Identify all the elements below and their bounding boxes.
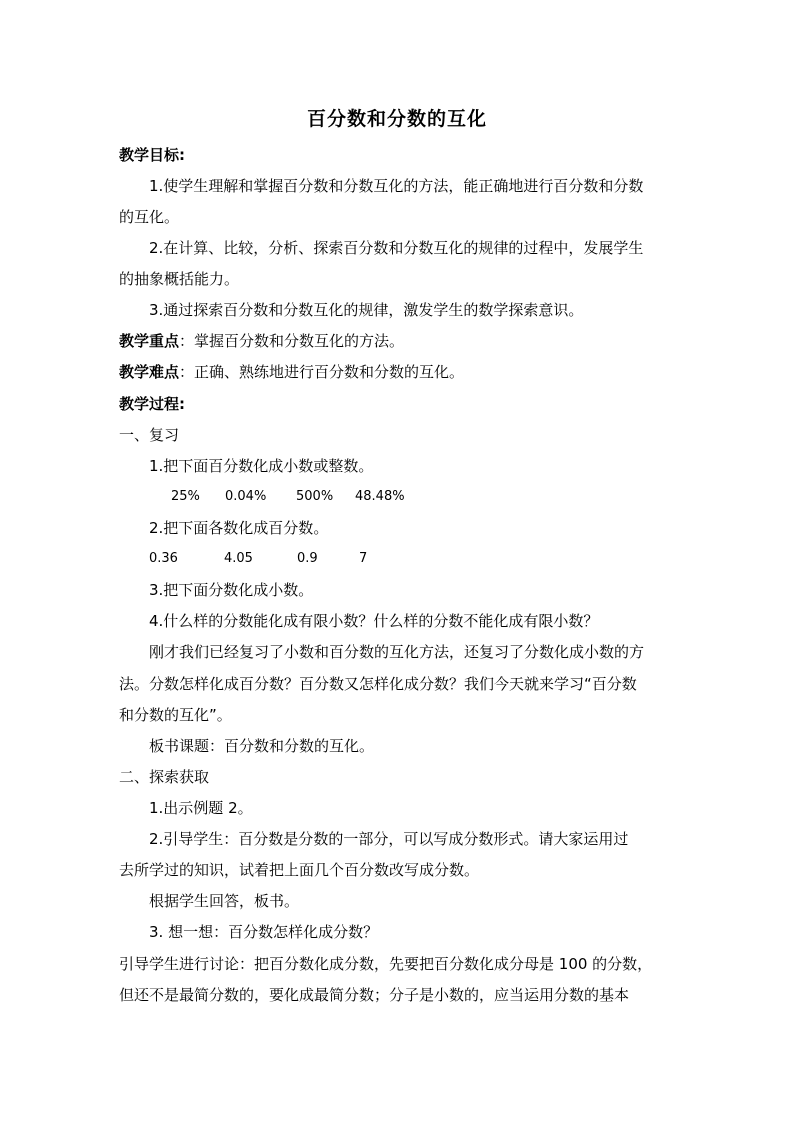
explore-item-2-line-2: 去所学过的知识，试着把上面几个百分数改写成分数。 (119, 861, 480, 879)
difficult-point-label: 教学难点 (119, 363, 180, 381)
goals-heading: 教学目标: (119, 146, 185, 164)
value-item: 48.48% (355, 489, 405, 504)
value-item: 4.05 (224, 551, 253, 566)
goal-3: 3.通过探索百分数和分数互化的规律，激发学生的数学探索意识。 (149, 301, 584, 319)
explore-discussion-line-1: 引导学生进行讨论：把百分数化成分数，先要把百分数化成分母是 100 的分数， (119, 955, 653, 973)
explore-item-2-line-1: 2.引导学生：百分数是分数的一部分，可以写成分数形式。请大家运用过 (149, 830, 629, 848)
paragraph-1-line-1: 刚才我们已经复习了小数和百分数的互化方法，还复习了分数化成小数的方 (149, 643, 645, 661)
value-item: 0.36 (149, 551, 178, 566)
page-title: 百分数和分数的互化 (306, 108, 487, 130)
explore-item-1: 1.出示例题 2。 (149, 799, 253, 817)
review-item-4: 4.什么样的分数能化成有限小数？什么样的分数不能化成有限小数？ (149, 612, 599, 630)
paragraph-1-line-2: 法。分数怎样化成百分数？百分数又怎样化成分数？我们今天就来学习“百分数 (119, 675, 637, 693)
value-item: 0.9 (297, 551, 318, 566)
key-point-label: 教学重点 (119, 332, 180, 350)
section-review: 一、复习 (119, 426, 180, 444)
review-item-1: 1.把下面百分数化成小数或整数。 (149, 457, 374, 475)
value-item: 0.04% (225, 489, 267, 504)
review-item-2: 2.把下面各数化成百分数。 (149, 519, 329, 537)
review-item-3: 3.把下面分数化成小数。 (149, 581, 314, 599)
value-item: 7 (359, 551, 368, 566)
explore-discussion-line-2: 但还不是最简分数的，要化成最简分数；分子是小数的，应当运用分数的基本 (119, 986, 630, 1004)
board-title: 板书课题：百分数和分数的互化。 (149, 737, 375, 755)
section-explore: 二、探索获取 (119, 768, 210, 786)
key-point-text: ：掌握百分数和分数互化的方法。 (179, 332, 405, 350)
goal-1-line-2: 的互化。 (119, 208, 180, 226)
difficult-point (119, 362, 464, 382)
key-point (119, 331, 404, 351)
goal-2-line-1: 2.在计算、比较，分析、探索百分数和分数互化的规律的过程中，发展学生 (149, 239, 644, 257)
process-heading: 教学过程: (119, 395, 185, 413)
goal-2-line-2: 的抽象概括能力。 (119, 270, 240, 288)
review-2-values (149, 549, 367, 569)
value-item: 500% (296, 489, 334, 504)
goal-1-line-1: 1.使学生理解和掌握百分数和分数互化的方法，能正确地进行百分数和分数 (149, 177, 644, 195)
explore-item-3: 3. 想一想：百分数怎样化成分数？ (149, 923, 379, 941)
review-1-values (171, 487, 405, 507)
paragraph-1-line-3: 和分数的互化”。 (119, 706, 232, 724)
difficult-point-text: ：正确、熟练地进行百分数和分数的互化。 (179, 363, 465, 381)
value-item: 25% (171, 489, 200, 504)
explore-item-2-line-3: 根据学生回答，板书。 (149, 892, 300, 910)
